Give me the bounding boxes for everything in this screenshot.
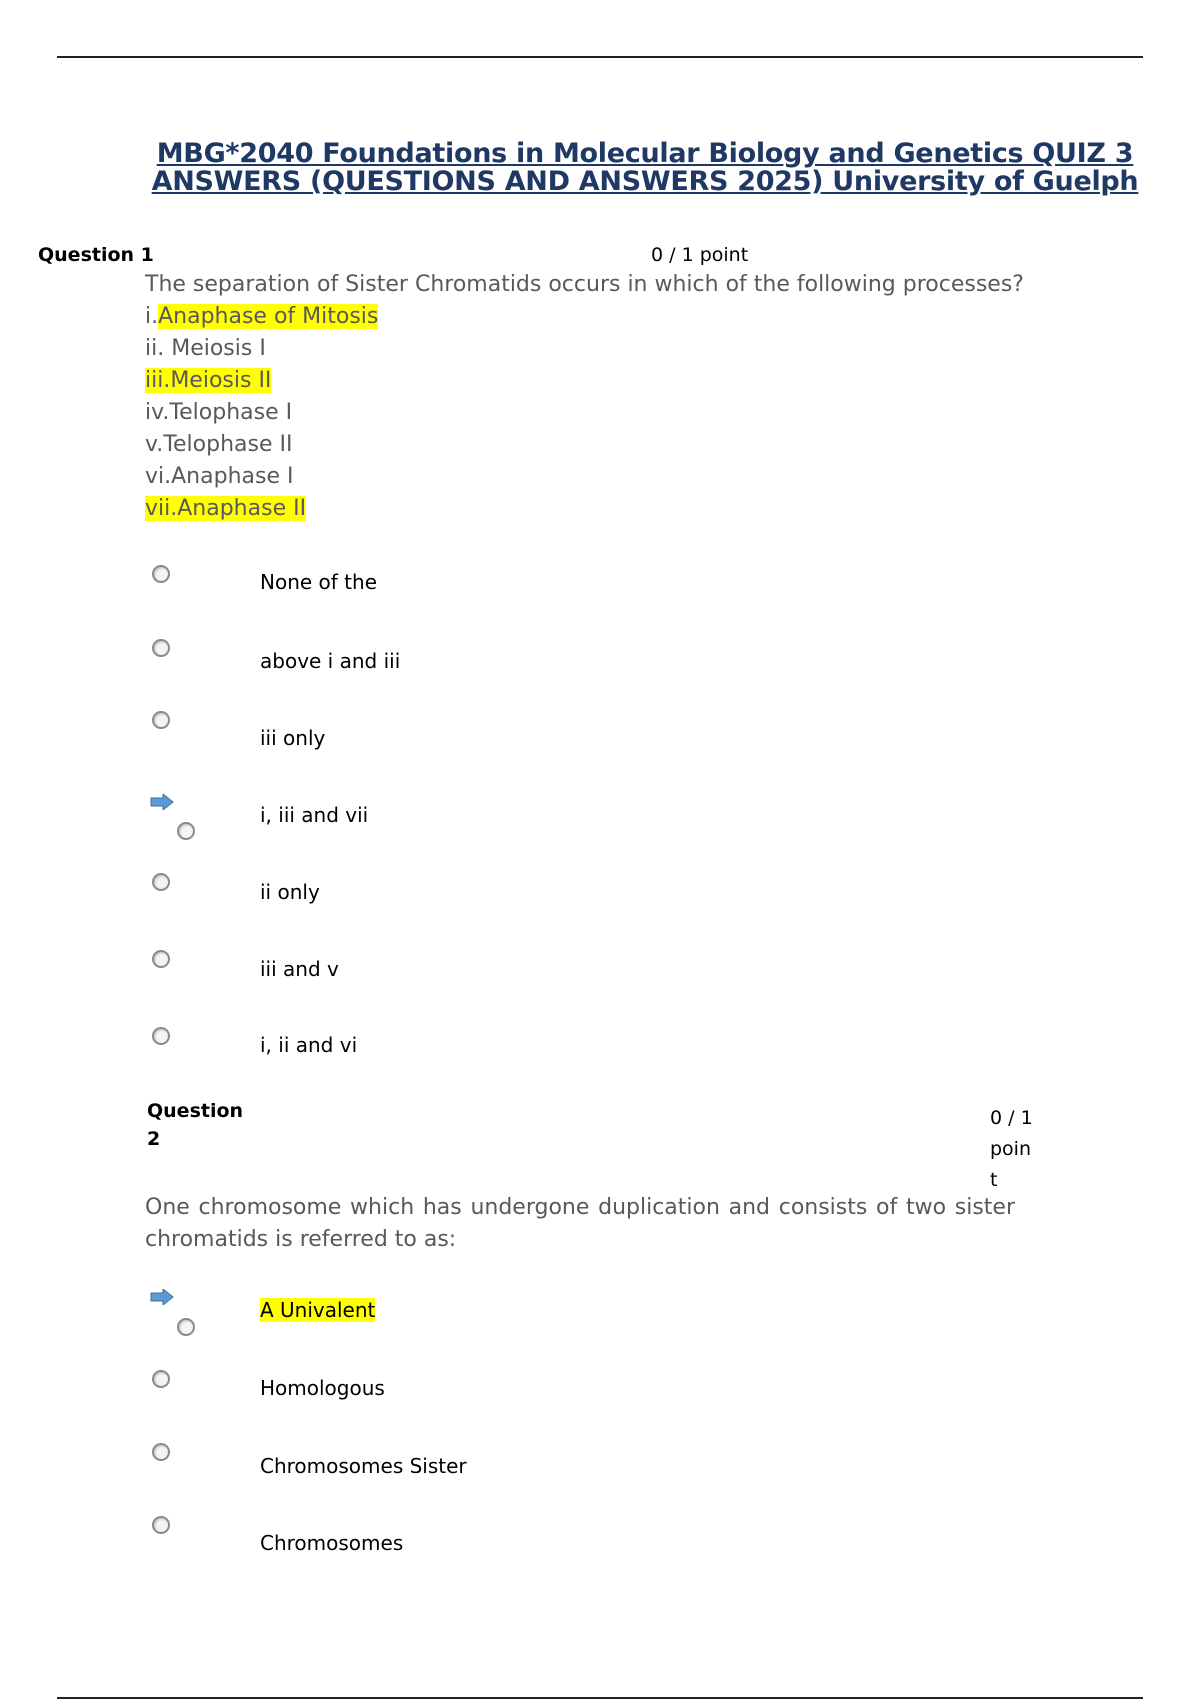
- question-1-points: 0 / 1 point: [651, 244, 749, 266]
- radio-button-icon[interactable]: [152, 1027, 170, 1045]
- process-item-7-text: vii.Anaphase II: [145, 496, 307, 521]
- question-2-text: One chromosome which has undergone duplication and consists of two sister chromatids is referred to as:: [145, 1195, 1015, 1252]
- arrow-right-icon: [150, 1289, 174, 1305]
- q2-option-3[interactable]: Chromosomes Sister: [260, 1454, 467, 1478]
- radio-button-icon[interactable]: [177, 1318, 195, 1336]
- q1-option-3[interactable]: iii only: [260, 726, 326, 750]
- q1-option-2[interactable]: above i and iii: [260, 649, 401, 673]
- header-rule: [57, 56, 1143, 58]
- radio-button-icon[interactable]: [152, 639, 170, 657]
- question-2-label-line2: 2: [147, 1128, 161, 1150]
- document-title: MBG*2040 Foundations in Molecular Biology and Genetics QUIZ 3 ANSWERS (QUESTIONS AND ANSWERS 2025) University of Guelph: [151, 138, 1139, 197]
- radio-button-icon[interactable]: [152, 1443, 170, 1461]
- question-2-label-line1: Question: [147, 1100, 244, 1122]
- process-item-1: [145, 301, 378, 333]
- q1-option-7[interactable]: i, ii and vi: [260, 1033, 358, 1057]
- process-item-4: iv.Telophase I: [145, 400, 293, 425]
- question-1-label: Question 1: [38, 244, 154, 266]
- process-item-6: vi.Anaphase I: [145, 464, 294, 489]
- process-item-5: v.Telophase II: [145, 432, 293, 457]
- radio-button-icon[interactable]: [152, 873, 170, 891]
- process-item-2: ii. Meiosis I: [145, 336, 266, 361]
- question-2-points: [990, 1103, 1033, 1196]
- question-1-text: The separation of Sister Chromatids occurs in which of the following processes?: [145, 272, 1024, 297]
- question-2-points-line1: 0 / 1: [990, 1107, 1033, 1129]
- radio-button-icon[interactable]: [152, 711, 170, 729]
- question-1-process-list: [145, 301, 378, 525]
- question-2-label: [147, 1097, 243, 1153]
- arrow-right-icon: [150, 794, 174, 810]
- radio-button-icon[interactable]: [152, 1370, 170, 1388]
- radio-button-icon[interactable]: [177, 822, 195, 840]
- radio-button-icon[interactable]: [152, 950, 170, 968]
- process-item-3-text: iii.Meiosis II: [145, 368, 272, 393]
- q1-option-1[interactable]: None of the: [260, 570, 377, 594]
- question-2-points-line3: t: [990, 1169, 998, 1191]
- q1-option-4[interactable]: i, iii and vii: [260, 803, 369, 827]
- process-item-3: [145, 365, 378, 397]
- q1-option-5[interactable]: ii only: [260, 880, 320, 904]
- process-item-1-prefix: i.: [145, 304, 159, 329]
- process-item-7: [145, 493, 378, 525]
- process-item-1-text: Anaphase of Mitosis: [158, 304, 379, 329]
- question-2-points-line2: poin: [990, 1138, 1032, 1160]
- radio-button-icon[interactable]: [152, 565, 170, 583]
- q2-option-1[interactable]: [260, 1298, 375, 1322]
- footer-rule: [57, 1697, 1143, 1699]
- q1-option-6[interactable]: iii and v: [260, 957, 339, 981]
- q2-option-2[interactable]: Homologous: [260, 1376, 385, 1400]
- q2-option-1-text: A Univalent: [260, 1298, 376, 1322]
- q2-option-4[interactable]: Chromosomes: [260, 1531, 404, 1555]
- radio-button-icon[interactable]: [152, 1516, 170, 1534]
